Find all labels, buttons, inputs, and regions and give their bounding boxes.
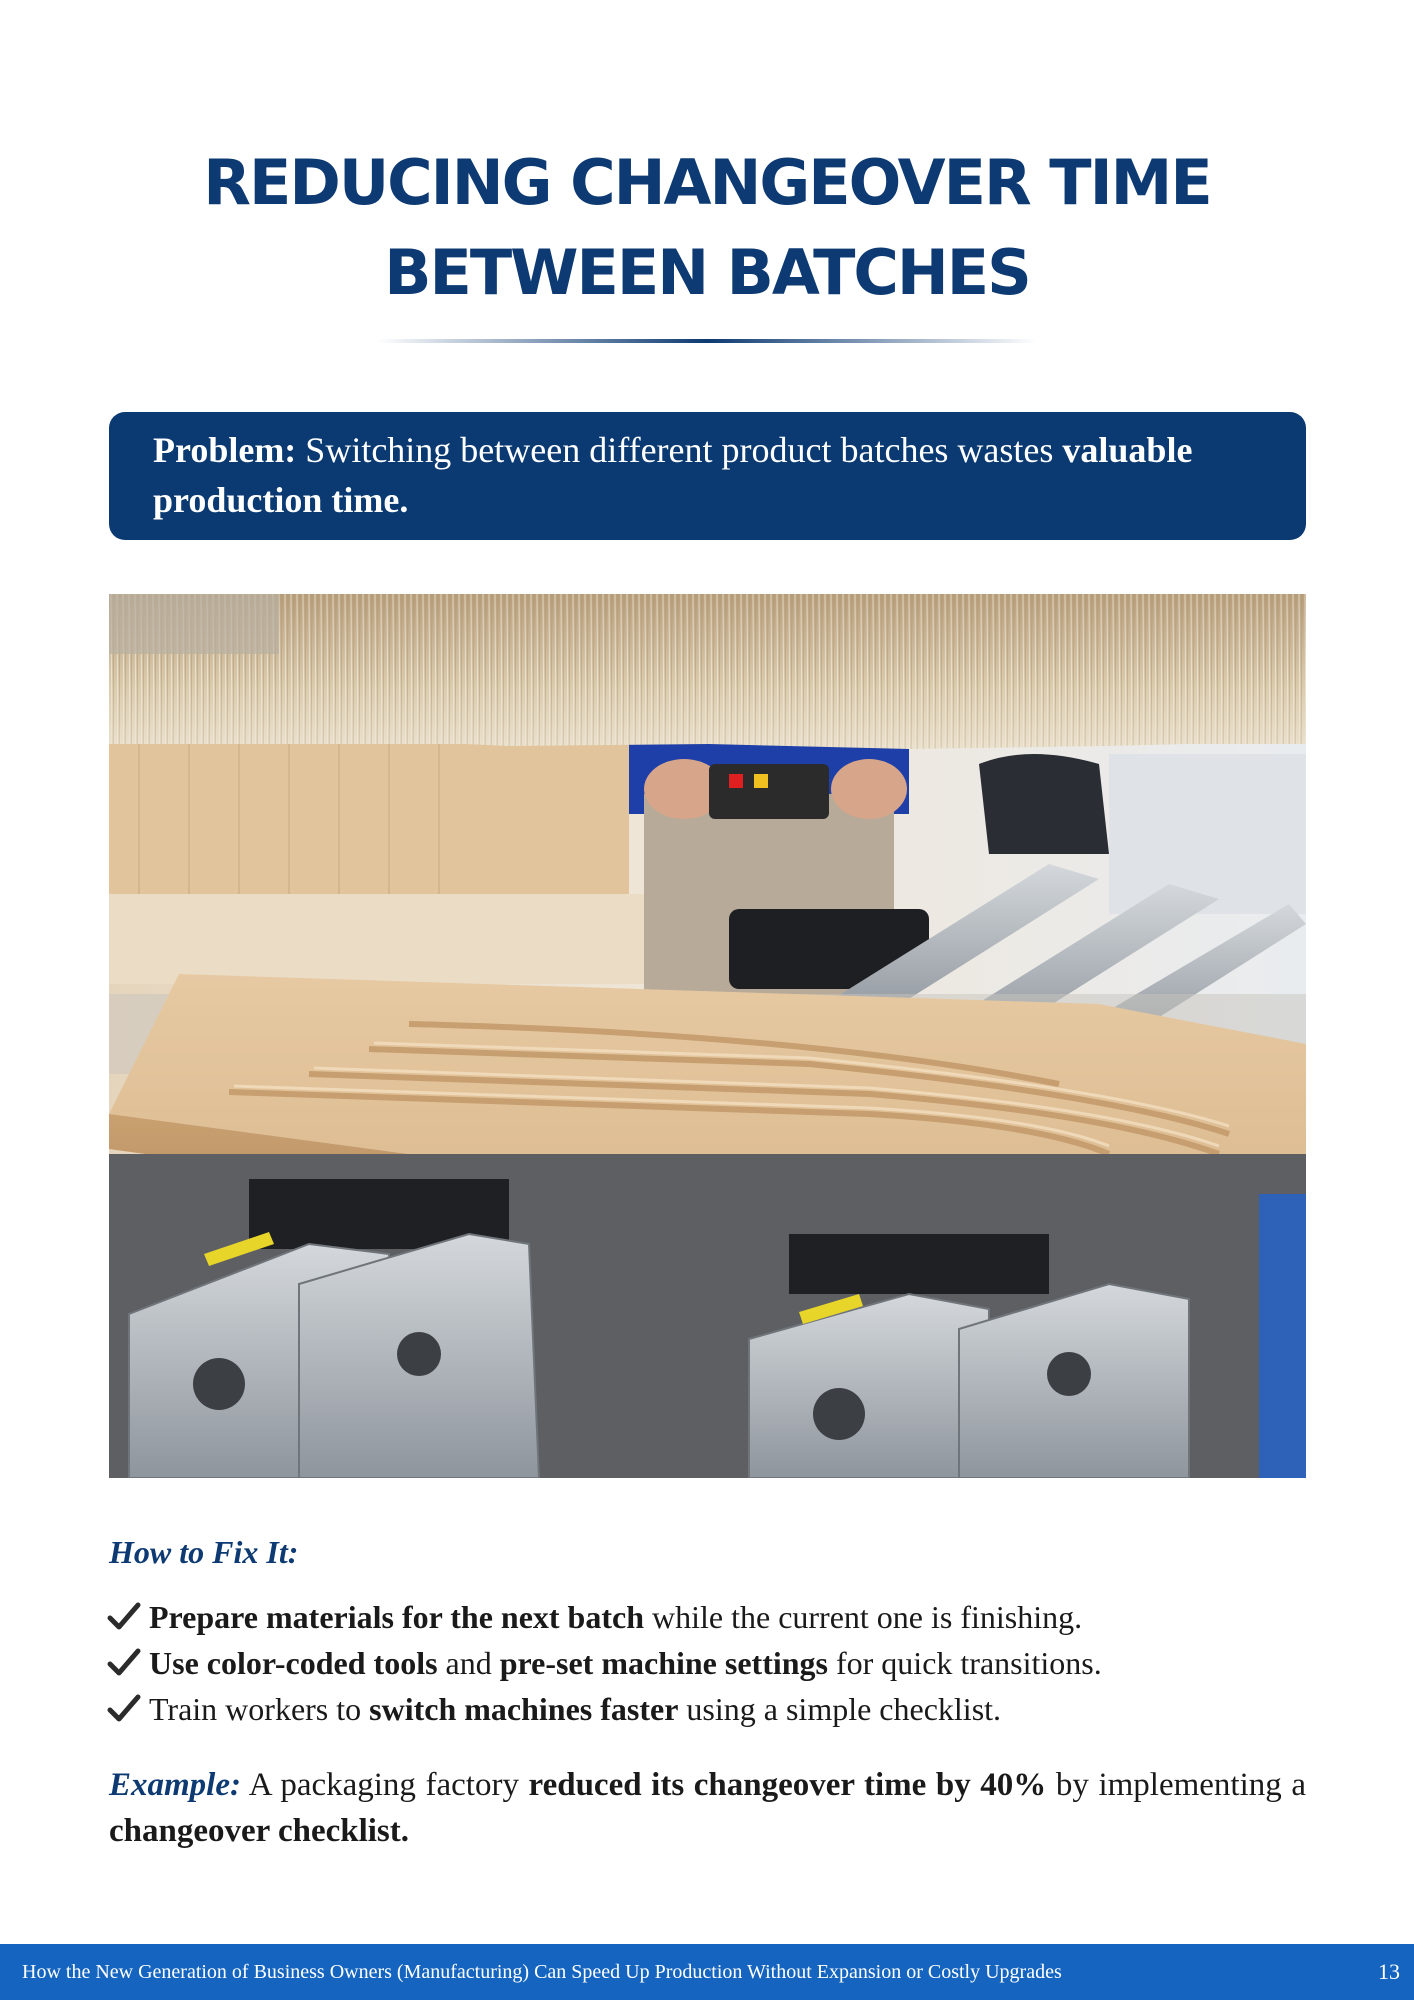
problem-label: Problem: <box>153 430 297 470</box>
fix-item-text: using a simple checklist. <box>678 1691 1002 1727</box>
fix-item-bold: pre-set machine settings <box>499 1645 828 1681</box>
list-item <box>107 1686 1307 1732</box>
example-paragraph <box>109 1762 1306 1854</box>
fix-item-text: for quick transitions. <box>827 1645 1102 1681</box>
title-line-2: BETWEEN BATCHES <box>384 236 1030 309</box>
fix-item-bold: switch machines faster <box>369 1691 679 1727</box>
page-footer <box>0 1944 1414 2000</box>
fix-item-text: while the current one is finishing. <box>644 1599 1083 1635</box>
example-text: A packaging factory <box>240 1767 529 1803</box>
fix-list <box>107 1594 1307 1732</box>
example-emphasis: changeover checklist. <box>109 1813 410 1849</box>
fix-item-bold: Use color-coded tools <box>149 1645 438 1681</box>
checkmark-icon <box>107 1600 141 1634</box>
fix-item-text: Train workers to <box>149 1691 370 1727</box>
cnc-machine-photo <box>109 594 1306 1478</box>
title-divider <box>377 339 1037 343</box>
checkmark-icon <box>107 1692 141 1726</box>
list-item <box>107 1640 1307 1686</box>
title-line-1: REDUCING CHANGEOVER TIME <box>203 146 1211 219</box>
problem-callout <box>109 412 1306 540</box>
problem-text: Switching between different product batches wastes <box>296 430 1063 470</box>
fix-heading: How to Fix It: <box>109 1534 299 1570</box>
page-number: 13 <box>1378 1959 1400 1984</box>
example-emphasis: reduced its changeover time by 40% <box>528 1767 1047 1803</box>
checkmark-icon <box>107 1646 141 1680</box>
footer-text: How the New Generation of Business Owners (Manufacturing) Can Speed Up Production Without Expansion or Costly Upgrades <box>22 1961 1062 1983</box>
page-title <box>150 138 1264 318</box>
problem-emphasis: valuable production time. <box>153 430 1193 520</box>
fix-item-text: and <box>437 1645 500 1681</box>
fix-item-bold: Prepare materials for the next batch <box>149 1599 644 1635</box>
example-label: Example: <box>109 1767 241 1803</box>
list-item <box>107 1594 1307 1640</box>
example-text: by implementing a <box>1046 1767 1306 1803</box>
